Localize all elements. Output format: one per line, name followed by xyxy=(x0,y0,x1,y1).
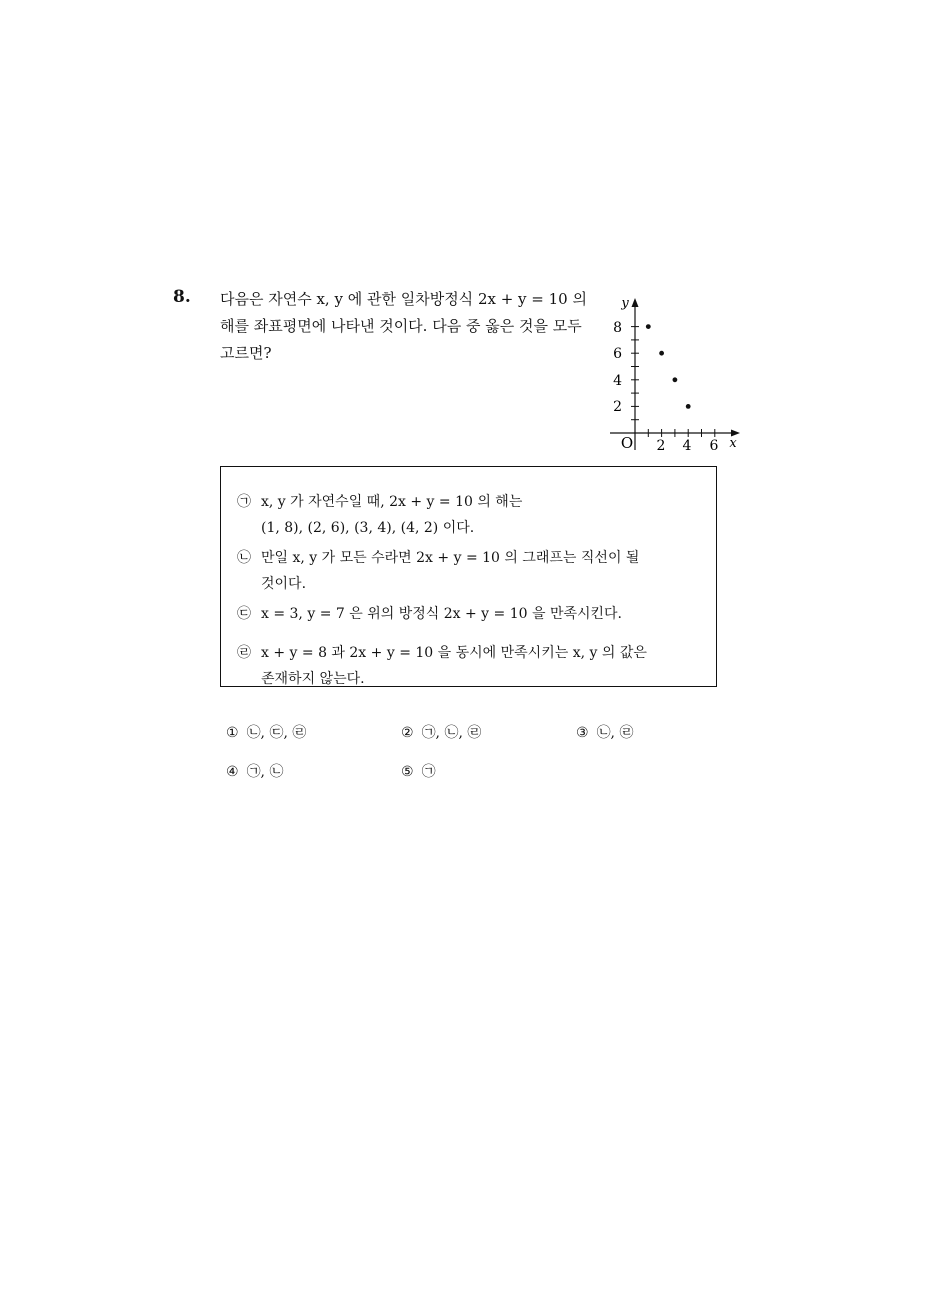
answer-choice-3[interactable] xyxy=(576,722,633,742)
choice-number: ② xyxy=(401,725,414,741)
y-tick-label: 2 xyxy=(613,399,622,415)
origin-label: O xyxy=(620,434,634,452)
x-axis-label: x xyxy=(729,436,737,451)
coordinate-graph xyxy=(600,290,750,460)
data-point xyxy=(673,377,678,382)
y-tick-label: 4 xyxy=(613,373,622,389)
graph-axes xyxy=(610,298,740,450)
stem-line: 고르면? xyxy=(220,344,272,362)
choice-text: ㉠, ㉡ xyxy=(246,764,284,780)
stem-line: 다음은 자연수 x, y 에 관한 일차방정식 2x + y = 10 의 xyxy=(220,290,587,308)
choice-text: ㉠, ㉡, ㉣ xyxy=(421,725,482,741)
answer-choice-2[interactable] xyxy=(401,722,481,742)
y-axis-arrow xyxy=(632,298,639,307)
statement-line: x = 3, y = 7 은 위의 방정식 2x + y = 10 을 만족시킨다. xyxy=(261,606,623,622)
answer-choice-1[interactable] xyxy=(226,722,306,742)
stem-line: 해를 좌표평면에 나타낸 것이다. 다음 중 옳은 것을 모두 xyxy=(220,317,582,335)
choice-number: ③ xyxy=(576,725,589,741)
data-point xyxy=(686,404,691,409)
statement-item xyxy=(237,489,522,541)
answer-choice-4[interactable] xyxy=(226,761,283,781)
y-axis-label: y xyxy=(621,296,629,311)
statement-line: x, y 가 자연수일 때, 2x + y = 10 의 해는 xyxy=(261,494,523,510)
x-tick-label: 2 xyxy=(656,438,666,454)
choice-text: ㉠ xyxy=(421,764,436,780)
statement-item xyxy=(237,601,622,627)
y-tick-label: 8 xyxy=(613,320,622,336)
question-stem xyxy=(220,286,600,367)
choice-number: ⑤ xyxy=(401,764,414,780)
graph-ticks xyxy=(631,327,715,437)
choice-number: ① xyxy=(226,725,239,741)
x-tick-label: 4 xyxy=(682,438,692,454)
statement-mark: ㉢ xyxy=(237,606,251,622)
statement-line: x + y = 8 과 2x + y = 10 을 동시에 만족시키는 x, y 의 값은 xyxy=(261,645,647,661)
answer-choice-5[interactable] xyxy=(401,761,436,781)
question-number: 8. xyxy=(173,287,191,307)
statement-mark: ㉡ xyxy=(237,550,251,566)
y-tick-label: 6 xyxy=(613,346,622,362)
data-point xyxy=(659,351,664,356)
statement-line: 만일 x, y 가 모든 수라면 2x + y = 10 의 그래프는 직선이 될 xyxy=(261,550,640,566)
statement-line: 존재하지 않는다. xyxy=(261,671,365,687)
data-point xyxy=(646,324,651,329)
choice-text: ㉡, ㉣ xyxy=(596,725,634,741)
statement-line: 것이다. xyxy=(261,576,307,592)
choice-number: ④ xyxy=(226,764,239,780)
statement-item xyxy=(237,640,647,692)
statement-item xyxy=(237,545,639,597)
statement-mark: ㉣ xyxy=(237,645,251,661)
statements-box xyxy=(220,466,717,687)
x-tick-label: 6 xyxy=(709,438,719,454)
statement-mark: ㉠ xyxy=(237,494,251,510)
statement-line: (1, 8), (2, 6), (3, 4), (4, 2) 이다. xyxy=(261,520,475,536)
graph-points xyxy=(646,324,691,409)
choice-text: ㉡, ㉢, ㉣ xyxy=(246,725,307,741)
